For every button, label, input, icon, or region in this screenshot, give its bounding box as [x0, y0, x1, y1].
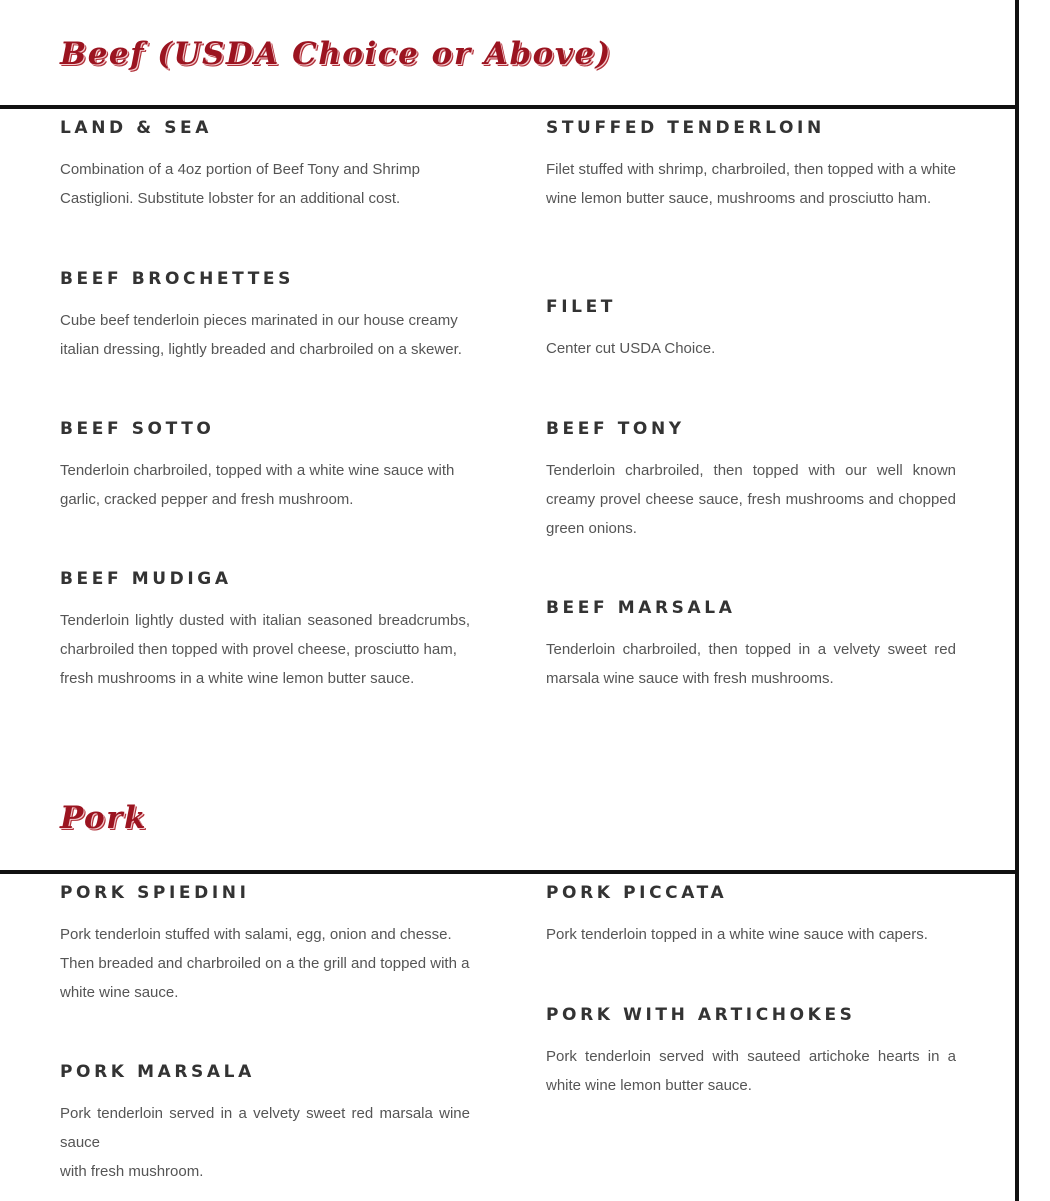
item-name: BEEF MUDIGA — [60, 569, 232, 589]
menu-item-land-and-sea — [60, 118, 470, 213]
item-description: Pork tenderloin stuffed with salami, egg, onion and chesse. Then breaded and charbroiled on a the grill and topped with a white wine sauce. — [60, 926, 470, 1001]
item-description: Tenderloin charbroiled, then topped in a velvety sweet red marsala wine sauce with fresh mushrooms. — [546, 641, 956, 687]
item-name: STUFFED TENDERLOIN — [546, 118, 825, 138]
item-name: BEEF MARSALA — [546, 598, 736, 618]
item-description-line: charbroiled then topped with provel cheese, prosciutto ham, fresh mushrooms in a white wine lemon butter sauce. — [60, 641, 457, 687]
menu-item-filet — [546, 297, 956, 363]
beef-divider — [0, 105, 1017, 109]
beef-section-title: Beef (USDA Choice or Above) — [60, 36, 612, 72]
menu-item-beef-marsala — [546, 598, 956, 693]
item-name: BEEF SOTTO — [60, 419, 215, 439]
item-name: PORK PICCATA — [546, 883, 728, 903]
item-description-line: Pork tenderloin served in a velvety sweet red marsala wine sauce — [60, 1105, 470, 1151]
menu-item-stuffed-tenderloin — [546, 118, 956, 213]
item-description: Combination of a 4oz portion of Beef Tony and Shrimp Castiglioni. Substitute lobster for an additional cost. — [60, 161, 420, 207]
menu-item-beef-brochettes — [60, 269, 470, 364]
pork-section-title: Pork — [60, 800, 147, 836]
item-description-line: with fresh mushroom. — [60, 1163, 204, 1180]
menu-item-pork-marsala — [60, 1062, 470, 1186]
item-description: Cube beef tenderloin pieces marinated in our house creamy italian dressing, lightly breaded and charbroiled on a skewer. — [60, 312, 462, 358]
right-border — [1015, 0, 1019, 1201]
menu-item-beef-tony — [546, 419, 956, 543]
menu-item-beef-sotto — [60, 419, 470, 514]
item-name: FILET — [546, 297, 616, 317]
item-name: BEEF TONY — [546, 419, 685, 439]
item-name: PORK SPIEDINI — [60, 883, 250, 903]
item-description-line: Tenderloin lightly dusted with italian seasoned breadcrumbs, — [60, 612, 470, 629]
item-name: LAND & SEA — [60, 118, 213, 138]
menu-item-pork-with-artichokes — [546, 1005, 956, 1100]
item-name: BEEF BROCHETTES — [60, 269, 294, 289]
menu-item-pork-spiedini — [60, 883, 470, 1007]
item-description: Pork tenderloin served with sauteed artichoke hearts in a white wine lemon butter sauce. — [546, 1048, 956, 1094]
item-name: PORK WITH ARTICHOKES — [546, 1005, 856, 1025]
item-description: Tenderloin charbroiled, topped with a white wine sauce with garlic, cracked pepper and fresh mushroom. — [60, 462, 455, 508]
menu-item-pork-piccata — [546, 883, 956, 949]
pork-divider — [0, 870, 1017, 874]
item-description: Tenderloin charbroiled, then topped with our well known creamy provel cheese sauce, fresh mushrooms and chopped green onions. — [546, 462, 956, 537]
item-description: Filet stuffed with shrimp, charbroiled, then topped with a white wine lemon butter sauce, mushrooms and prosciutto ham. — [546, 161, 956, 207]
item-name: PORK MARSALA — [60, 1062, 255, 1082]
menu-item-beef-mudiga — [60, 569, 470, 693]
item-description: Pork tenderloin topped in a white wine sauce with capers. — [546, 926, 928, 943]
item-description: Center cut USDA Choice. — [546, 340, 716, 357]
